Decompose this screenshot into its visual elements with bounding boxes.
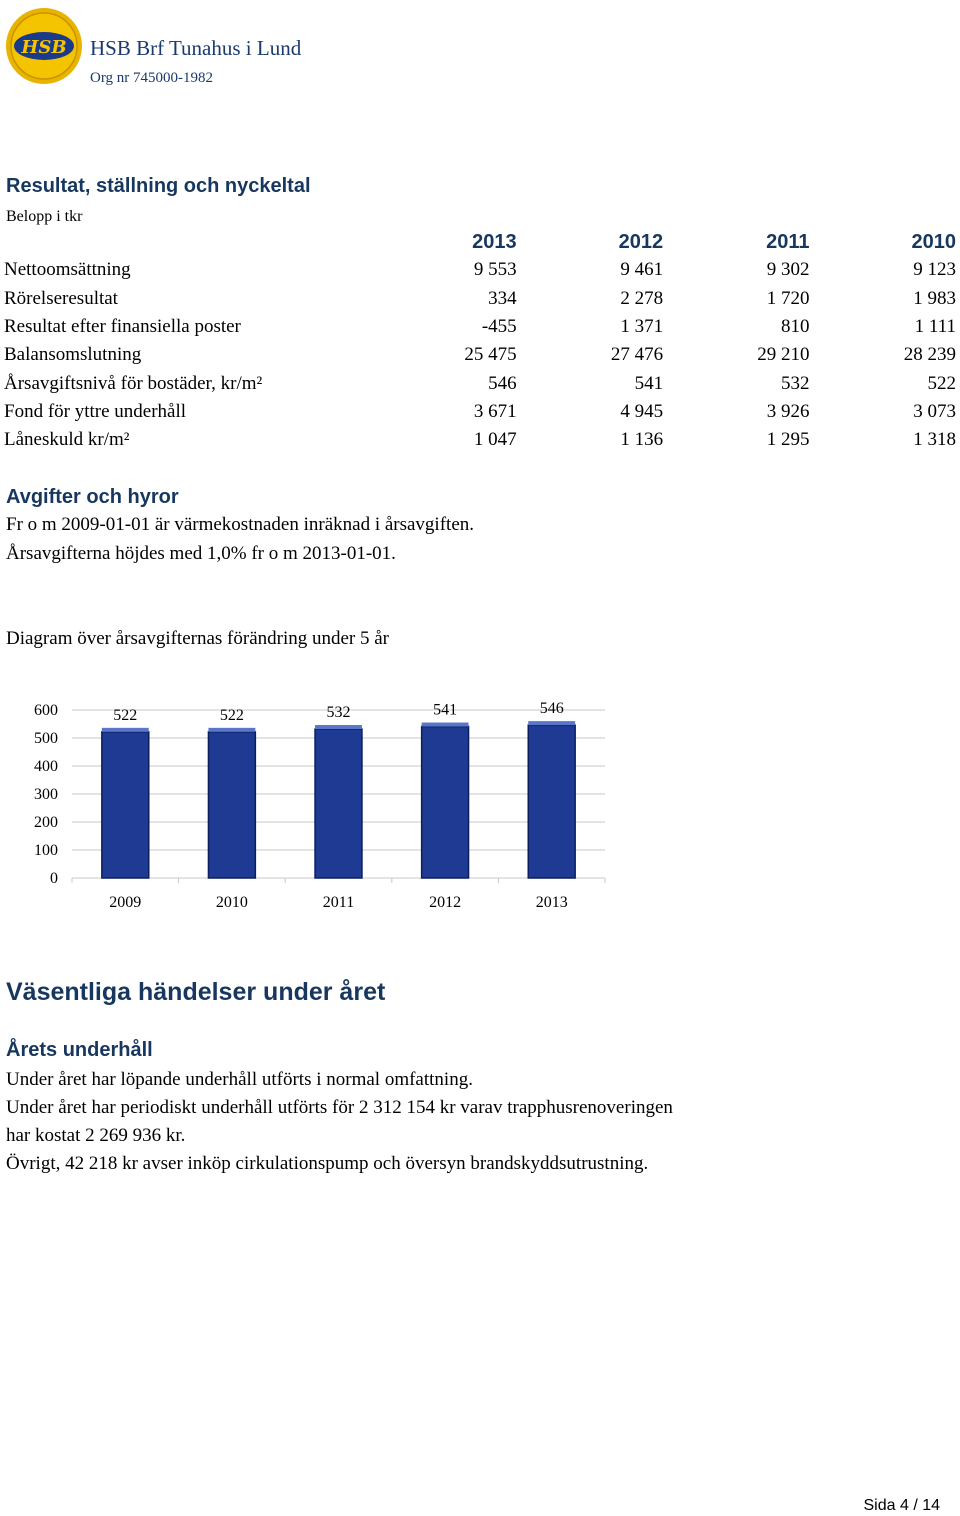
fees-line: Fr o m 2009-01-01 är värmekostnaden inräknad i årsavgiften. bbox=[6, 514, 475, 535]
table-row bbox=[0, 256, 960, 284]
page-header bbox=[4, 6, 404, 86]
year-header: 2013 bbox=[472, 230, 517, 253]
event-line: Övrigt, 42 218 kr avser inköp cirkulationspump och översyn brandskyddsutrustning. bbox=[6, 1153, 649, 1174]
table-row bbox=[0, 341, 960, 369]
row-label: Rörelseresultat bbox=[4, 287, 118, 309]
results-title: Resultat, ställning och nyckeltal bbox=[6, 175, 311, 197]
row-value: 9 461 bbox=[620, 259, 664, 281]
row-value: 9 123 bbox=[913, 259, 956, 281]
fees-title: Avgifter och hyror bbox=[6, 486, 179, 508]
row-value: 546 bbox=[488, 372, 517, 394]
bar-top bbox=[102, 728, 149, 732]
bar-top bbox=[315, 725, 362, 729]
row-value: 2 278 bbox=[620, 287, 664, 309]
table-row bbox=[0, 313, 960, 341]
table-header-row bbox=[0, 228, 960, 256]
bar bbox=[102, 732, 149, 878]
amount-unit: Belopp i tkr bbox=[6, 208, 83, 225]
x-tick-label: 2010 bbox=[215, 894, 248, 911]
row-value: 810 bbox=[781, 316, 810, 338]
row-value: 3 073 bbox=[913, 400, 956, 422]
y-tick-label: 400 bbox=[34, 758, 58, 775]
data-label: 541 bbox=[433, 701, 458, 719]
y-tick-label: 0 bbox=[50, 870, 58, 887]
page-number: Sida 4 / 14 bbox=[863, 1497, 940, 1514]
maintenance-title: Årets underhåll bbox=[6, 1039, 153, 1061]
bar-top bbox=[422, 723, 469, 727]
x-tick-label: 2012 bbox=[429, 894, 462, 911]
row-value: 9 553 bbox=[473, 259, 517, 281]
x-tick-label: 2009 bbox=[109, 894, 142, 911]
fee-chart bbox=[20, 690, 620, 920]
org-number: Org nr 745000-1982 bbox=[90, 70, 214, 86]
table-row bbox=[0, 398, 960, 426]
row-value: 25 475 bbox=[464, 344, 517, 366]
row-label: Resultat efter finansiella poster bbox=[4, 316, 241, 338]
row-value: 29 210 bbox=[757, 344, 810, 366]
year-header: 2012 bbox=[618, 230, 664, 253]
table-row bbox=[0, 369, 960, 397]
row-value: 9 302 bbox=[766, 259, 810, 281]
fees-line: Årsavgifterna höjdes med 1,0% fr o m 2013-01-01. bbox=[6, 543, 396, 564]
bar bbox=[315, 729, 362, 878]
events-title: Väsentliga händelser under året bbox=[6, 978, 386, 1006]
row-value: 541 bbox=[634, 372, 664, 394]
row-value: 1 983 bbox=[913, 287, 956, 309]
bar bbox=[528, 725, 575, 878]
y-tick-label: 200 bbox=[34, 814, 58, 831]
row-label: Nettoomsättning bbox=[4, 259, 131, 281]
bar bbox=[208, 732, 255, 878]
row-value: 522 bbox=[927, 372, 956, 394]
fee-chart-svg bbox=[20, 690, 620, 920]
event-line: Under året har löpande underhåll utförts i normal omfattning. bbox=[6, 1069, 473, 1090]
row-label: Årsavgiftsnivå för bostäder, kr/m² bbox=[4, 372, 263, 394]
bar bbox=[422, 727, 469, 878]
key-figures-table bbox=[0, 228, 960, 454]
table-row bbox=[0, 426, 960, 454]
diagram-title: Diagram över årsavgifternas förändring under 5 år bbox=[6, 628, 390, 649]
data-label: 532 bbox=[326, 704, 351, 722]
row-label: Låneskuld kr/m² bbox=[4, 429, 130, 451]
bar-top bbox=[528, 721, 575, 725]
year-header: 2011 bbox=[766, 230, 810, 253]
year-header: 2010 bbox=[911, 230, 956, 253]
row-value: 1 111 bbox=[914, 316, 956, 338]
header-empty bbox=[0, 228, 370, 256]
data-label: 522 bbox=[219, 706, 244, 724]
x-tick-label: 2013 bbox=[535, 894, 568, 911]
row-value: 1 136 bbox=[620, 429, 664, 451]
row-value: 3 926 bbox=[766, 400, 810, 422]
row-value: 27 476 bbox=[610, 344, 664, 366]
x-tick-label: 2011 bbox=[322, 894, 355, 911]
row-value: -455 bbox=[481, 316, 517, 338]
row-value: 3 671 bbox=[473, 400, 517, 422]
y-tick-label: 500 bbox=[34, 730, 58, 747]
event-line: har kostat 2 269 936 kr. bbox=[6, 1125, 186, 1146]
y-tick-label: 600 bbox=[34, 702, 58, 719]
row-value: 1 720 bbox=[766, 287, 810, 309]
y-tick-label: 300 bbox=[34, 786, 58, 803]
row-value: 334 bbox=[488, 287, 517, 309]
row-value: 1 047 bbox=[473, 429, 517, 451]
row-label: Balansomslutning bbox=[4, 344, 142, 366]
row-value: 4 945 bbox=[620, 400, 664, 422]
table-row bbox=[0, 285, 960, 313]
row-value: 532 bbox=[781, 372, 810, 394]
data-label: 546 bbox=[539, 700, 564, 718]
data-label: 522 bbox=[113, 706, 138, 724]
row-value: 1 295 bbox=[766, 429, 810, 451]
hsb-logo bbox=[4, 6, 84, 86]
org-name: HSB Brf Tunahus i Lund bbox=[90, 36, 302, 60]
row-value: 28 239 bbox=[903, 344, 956, 366]
row-label: Fond för yttre underhåll bbox=[4, 400, 187, 422]
y-tick-label: 100 bbox=[34, 842, 58, 859]
row-value: 1 318 bbox=[913, 429, 956, 451]
bar-top bbox=[208, 728, 255, 732]
row-value: 1 371 bbox=[620, 316, 664, 338]
logo-text: HSB bbox=[21, 37, 67, 58]
event-line: Under året har periodiskt underhåll utförts för 2 312 154 kr varav trapphusrenoveringen bbox=[6, 1097, 673, 1118]
